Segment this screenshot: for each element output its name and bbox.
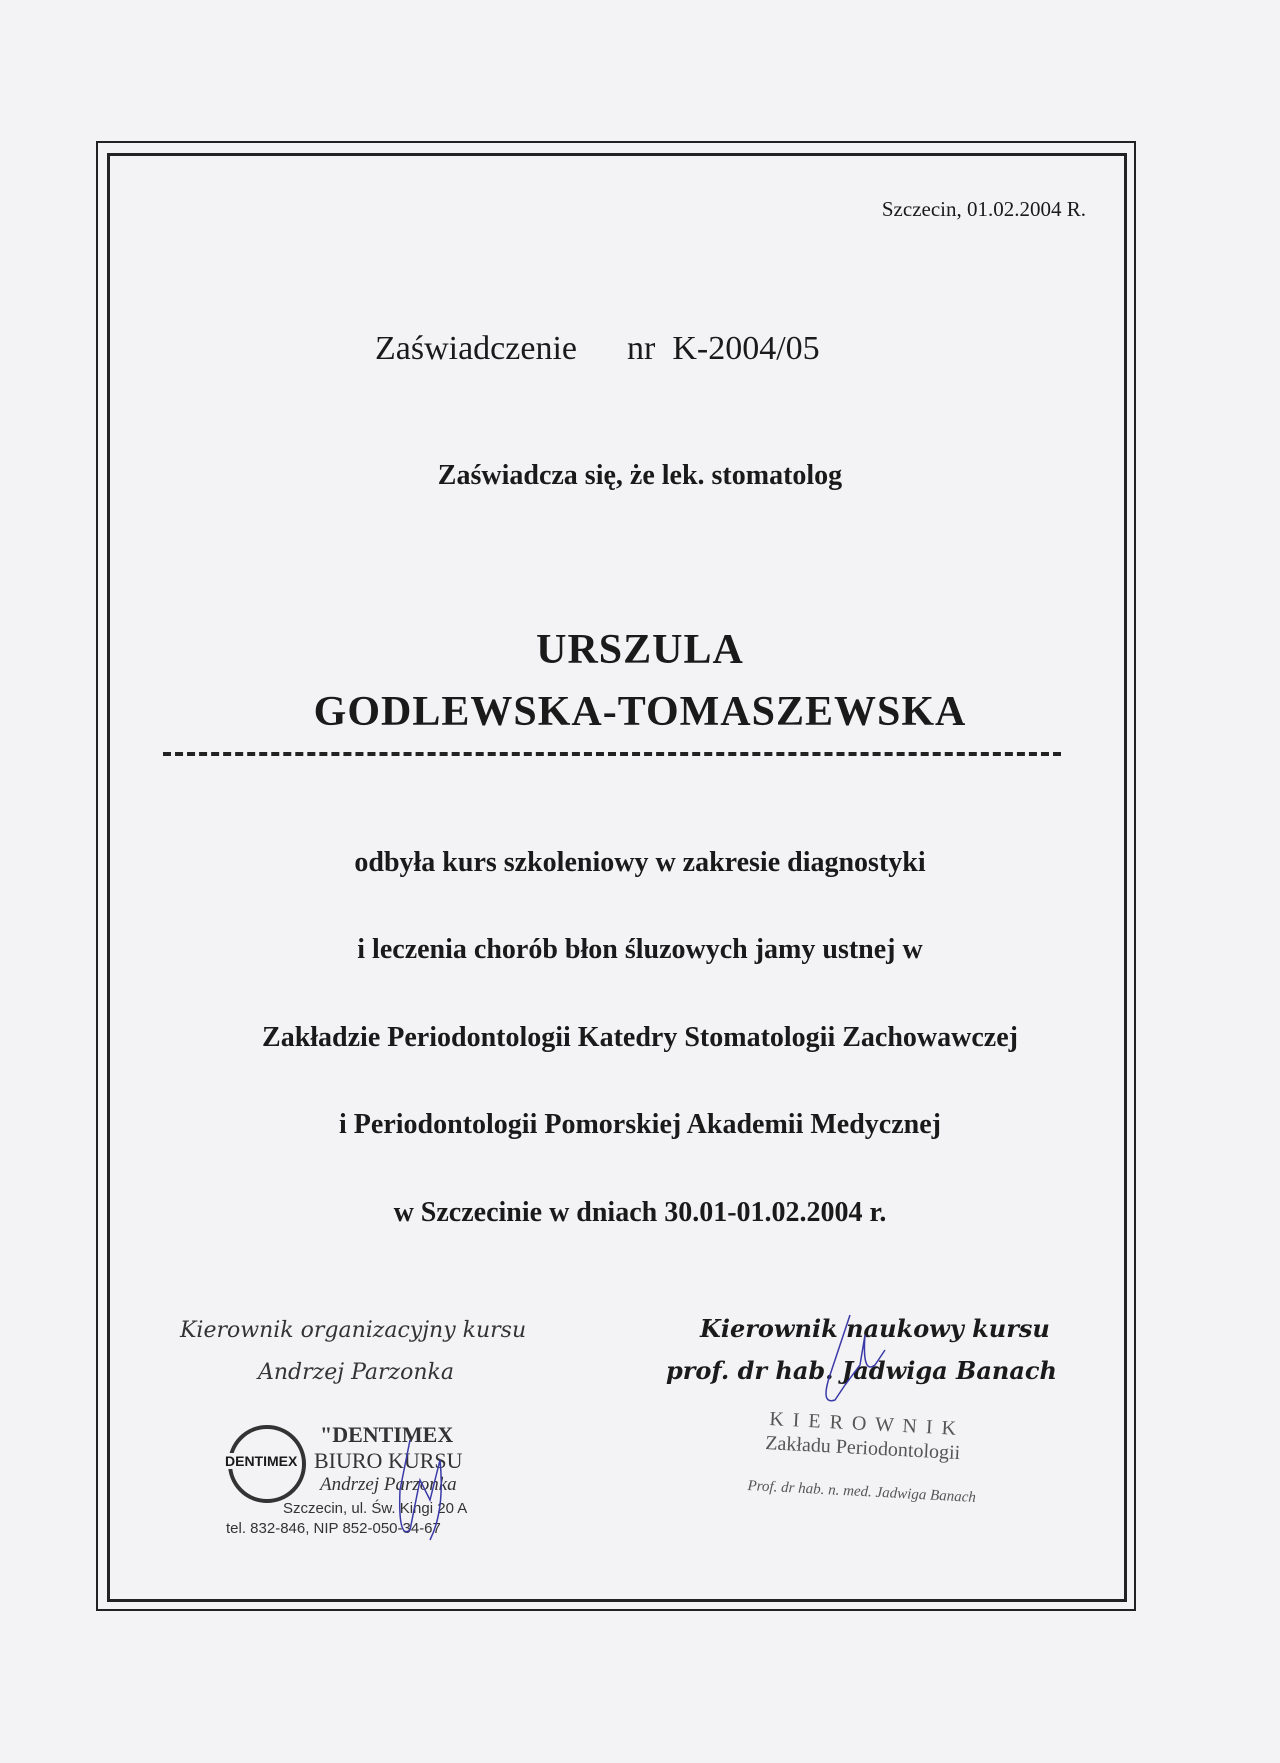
recipient-first-name: URSZULA — [536, 627, 744, 673]
right-signature-role: Kierownik naukowy kursu — [700, 1314, 1050, 1343]
recipient-last-name: GODLEWSKA-TOMASZEWSKA — [313, 689, 967, 735]
stamp-right-line1: K I E R O W N I K — [768, 1408, 959, 1440]
certificate-number: nr K-2004/05 — [627, 330, 820, 367]
stamp-left-line5: tel. 832-846, NIP 852-050-34-67 — [226, 1520, 441, 1537]
stamp-left-line1: "DENTIMEX — [320, 1422, 454, 1447]
stamp-left-line3: Andrzej Parzonka — [320, 1474, 457, 1495]
handwritten-signature-right — [790, 1305, 920, 1435]
dashed-divider — [163, 752, 1061, 756]
stamp-left-line2: BIURO KURSU — [314, 1448, 463, 1473]
body-line-4: i Periodontologii Pomorskiej Akademii Medycznej — [339, 1109, 941, 1140]
body-line-5: w Szczecinie w dniach 30.01-01.02.2004 r. — [393, 1197, 887, 1228]
certificate-title — [375, 330, 820, 368]
stamp-right-line3: Prof. dr hab. n. med. Jadwiga Banach — [747, 1478, 977, 1506]
place-date: Szczecin, 01.02.2004 R. — [881, 197, 1086, 221]
intro-line: Zaświadcza się, że lek. stomatolog — [437, 460, 843, 491]
body-line-3: Zakładzie Periodontologii Katedry Stomatologii Zachowawczej — [262, 1022, 1018, 1053]
body-line-2: i leczenia chorób błon śluzowych jamy ustnej w — [357, 934, 923, 965]
title-label: Zaświadczenie — [375, 330, 577, 367]
stamp-left-line4: Szczecin, ul. Św. Kingi 20 A — [283, 1500, 468, 1517]
right-signature-name: prof. dr hab. Jadwiga Banach — [666, 1356, 1057, 1385]
left-signature-name: Andrzej Parzonka — [258, 1360, 454, 1385]
stamp-right-line2: Zakładu Periodontologii — [764, 1432, 961, 1465]
left-signature-role: Kierownik organizacyjny kursu — [180, 1318, 527, 1343]
dentimex-logo: DENTIMEX — [228, 1425, 306, 1503]
handwritten-signature-left — [370, 1430, 480, 1550]
body-line-1: odbyła kurs szkoleniowy w zakresie diagnostyki — [354, 847, 926, 878]
